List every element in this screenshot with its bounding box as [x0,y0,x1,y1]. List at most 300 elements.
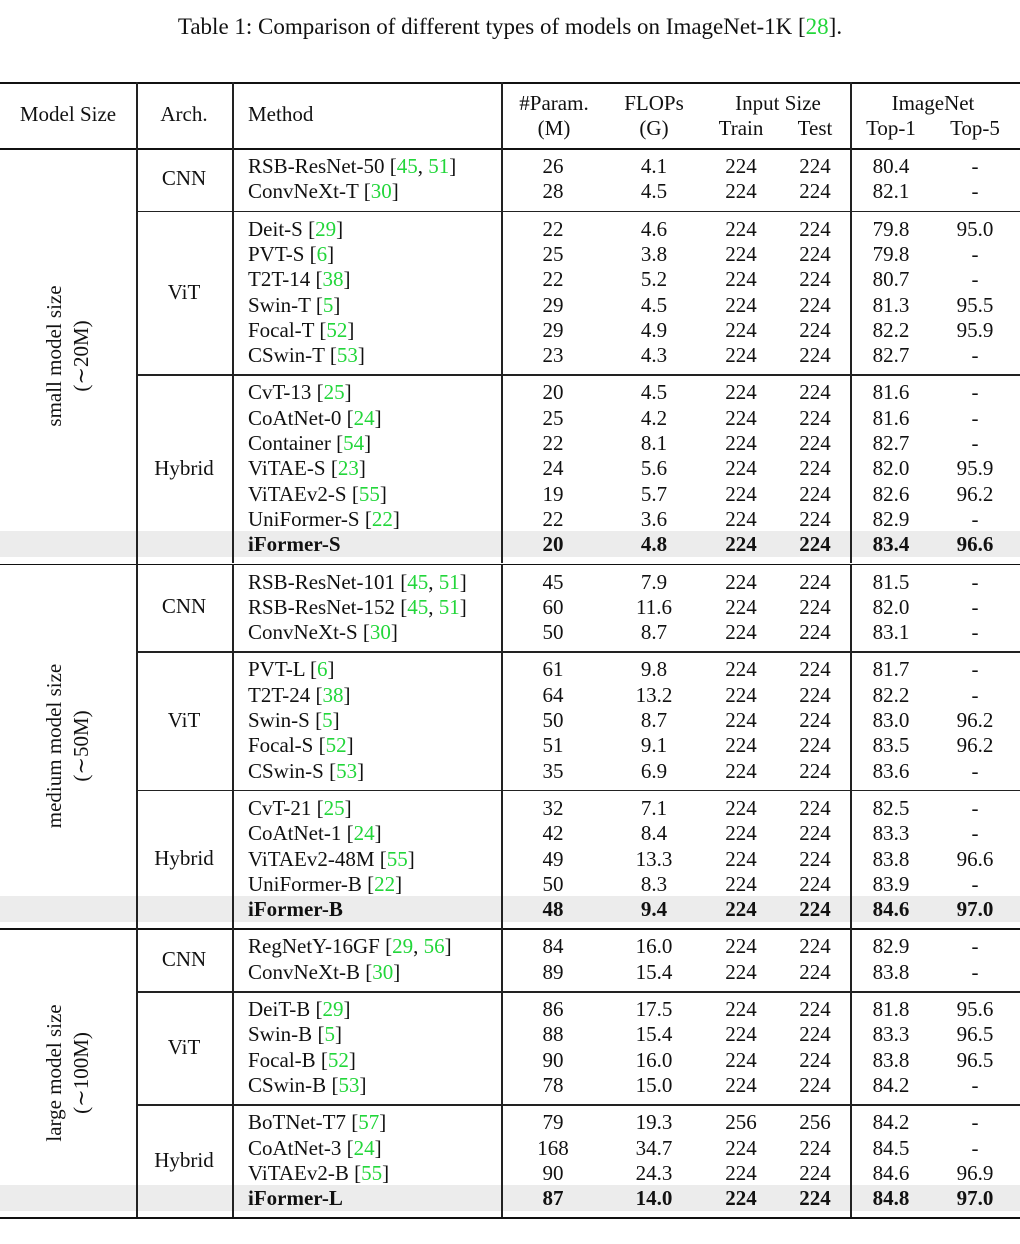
citation-link[interactable]: 54 [343,431,365,455]
cell-top5: - [971,594,979,619]
cell-train: 224 [725,997,757,1021]
cell-param: 29 [542,292,564,317]
cell-top5: 95.0 [956,216,994,241]
cell-flops: 3.8 [640,241,668,266]
cell-top5: - [971,405,979,430]
cell-flops: 4.1 [640,154,668,178]
cell-test: 224 [799,154,831,178]
cell-top1: 81.6 [872,380,910,405]
citation-link[interactable]: 45 [407,594,429,619]
header-test: Test [797,116,833,140]
citation-link[interactable]: 28 [805,14,829,39]
citation-link[interactable]: 51 [438,569,460,594]
cell-param: 87 [542,1186,564,1211]
column-divider [232,790,234,929]
citation-link[interactable]: 52 [326,317,348,342]
method-label: ViTAEv2-S [248,481,352,506]
method-label: UniFormer-S [248,506,365,531]
cell-param: 19 [542,481,564,506]
cell-param: 86 [542,997,564,1021]
citation-link[interactable]: 23 [337,456,359,481]
cell-param: 25 [542,405,564,430]
method-label: Swin-T [248,292,316,317]
method-name: PVT-L [6] [248,657,335,682]
method-name: Focal-T [52] [248,317,355,342]
cell-top1: 82.1 [872,179,910,204]
cell-test: 224 [799,682,831,707]
citation-link[interactable]: 55 [361,1160,383,1185]
header-model-size: Model Size [19,102,117,126]
header-flops-unit: (G) [639,116,669,140]
cell-flops: 4.3 [640,343,668,368]
method-label: RSB-ResNet-101 [248,569,401,594]
method-label: ViTAEv2-B [248,1160,355,1185]
block-divider [136,790,1020,792]
cell-param: 90 [542,1160,564,1185]
citation-link[interactable]: 45 [396,154,418,178]
cell-train: 224 [725,846,757,871]
table-caption: Table 1: Comparison of different types of models on ImageNet-1K [28]. [177,14,843,39]
method-name: Container [54] [248,431,372,455]
model-size-label [41,616,99,876]
cell-test: 224 [799,343,831,368]
cell-train: 224 [725,216,757,241]
arch-label: Hybrid [154,846,214,871]
method-label: iFormer-L [248,1186,343,1211]
cell-param: 20 [542,380,564,405]
cell-top1: 83.3 [872,1022,910,1047]
cell-top5: - [971,267,979,292]
citation-link[interactable]: 51 [438,594,460,619]
method-name: RegNetY-16GF [29, 56] [248,934,452,959]
cell-top1: 82.0 [872,594,910,619]
cell-test: 224 [799,758,831,783]
header-input-size: Input Size [735,91,821,115]
cell-train: 224 [725,569,757,594]
header-train: Train [718,116,764,140]
arch-label: Hybrid [154,455,214,480]
method-name: ViTAEv2-S [55] [248,481,387,506]
cell-train: 224 [725,959,757,984]
cell-test: 224 [799,292,831,317]
cell-test: 224 [799,846,831,871]
cell-top5: 97.0 [956,897,994,922]
block-divider [136,1104,1020,1106]
method-name: CoAtNet-3 [24] [248,1135,382,1160]
column-divider [850,991,852,1104]
cell-test: 224 [799,708,831,732]
model-size-name: large model size [42,1004,66,1142]
column-divider [501,991,503,1104]
block-divider [136,211,1020,213]
cell-top5: 96.6 [956,532,994,557]
cell-top1: 83.4 [872,532,910,557]
cell-top5: - [971,682,979,707]
cell-test: 224 [799,871,831,896]
column-divider [232,651,234,790]
method-name [248,1186,343,1211]
citation-link[interactable]: 25 [323,795,345,820]
method-label: BoTNet-T7 [248,1110,352,1135]
cell-test: 224 [799,405,831,430]
method-label: iFormer-B [248,897,343,922]
cell-test: 224 [799,456,831,481]
citation-link[interactable]: 51 [428,154,450,178]
cell-flops: 15.4 [635,1022,673,1047]
cell-train: 224 [725,821,757,846]
cell-param: 20 [542,532,564,557]
header-top5: Top-5 [950,116,1000,140]
cell-top5: 96.5 [956,1047,994,1072]
cell-train: 224 [725,733,757,758]
cell-top1: 83.8 [872,846,910,871]
citation-link[interactable]: 29 [315,216,337,241]
citation-link[interactable]: 30 [369,620,391,645]
method-label: T2T-14 [248,267,316,292]
cell-param: 51 [542,733,564,758]
cell-top5: - [971,959,979,984]
cell-test: 224 [799,267,831,292]
citation-link[interactable]: 52 [327,1047,349,1072]
column-divider [232,1104,234,1217]
cell-test: 224 [799,997,831,1021]
table-rule [0,564,1020,566]
method-name: T2T-14 [38] [248,267,351,292]
cell-test: 224 [799,1047,831,1072]
cell-top5: - [971,871,979,896]
cell-test: 224 [799,179,831,204]
header-top1: Top-1 [866,116,916,140]
arch-label: ViT [167,707,201,732]
cell-top1: 82.2 [872,317,910,342]
method-name: ConvNeXt-T [30] [248,179,399,204]
citation-link[interactable]: 55 [386,846,408,871]
cell-top5: - [971,821,979,846]
method-name: Swin-B [5] [248,1022,342,1047]
cell-param: 49 [542,846,564,871]
cell-train: 224 [725,795,757,820]
header-param: #Param. [519,91,589,115]
citation-link[interactable]: 53 [336,343,358,368]
arch-label: Hybrid [154,1147,214,1172]
column-divider [501,211,503,375]
cell-top5: 96.2 [956,708,994,732]
cell-top5: - [971,506,979,531]
cell-train: 224 [725,897,757,922]
citation-link[interactable]: 56 [423,934,445,959]
citation-link[interactable]: 30 [372,959,394,984]
citation-link[interactable]: 57 [358,1110,380,1135]
method-label: ConvNeXt-T [248,179,364,204]
cell-top5: 96.6 [956,846,994,871]
method-name: ViTAEv2-48M [55] [248,846,415,871]
cell-test: 224 [799,1135,831,1160]
method-label: Deit-S [248,216,309,241]
cell-flops: 5.6 [640,456,668,481]
cell-param: 61 [542,657,564,682]
cell-top1: 82.7 [872,343,910,368]
cell-top5: 96.9 [956,1160,994,1185]
cell-test: 224 [799,216,831,241]
cell-top1: 83.9 [872,871,910,896]
citation-link[interactable]: 6 [316,241,328,266]
method-label: CoAtNet-0 [248,405,347,430]
cell-test: 224 [799,380,831,405]
column-divider [232,564,234,652]
method-label: CSwin-S [248,758,330,783]
model-size-name: medium model size [42,663,66,829]
method-label: Swin-S [248,708,316,732]
column-divider [232,991,234,1104]
column-divider [136,564,138,929]
cell-top1: 83.5 [872,733,910,758]
cell-param: 50 [542,620,564,645]
method-name: Focal-B [52] [248,1047,356,1072]
method-name: CvT-21 [25] [248,795,352,820]
method-label: PVT-S [248,241,310,266]
model-size-range: (∼50M) [69,710,93,782]
cell-flops: 8.4 [640,821,668,846]
header-imagenet: ImageNet [891,91,975,115]
method-name: CvT-13 [25] [248,380,352,405]
citation-link[interactable]: 53 [336,758,358,783]
cell-top5: - [971,620,979,645]
cell-top1: 84.2 [872,1072,910,1097]
column-divider [850,82,852,148]
cell-flops: 9.8 [640,657,668,682]
cell-train: 224 [725,594,757,619]
cell-flops: 8.3 [640,871,668,896]
column-divider [501,651,503,790]
cell-train: 224 [725,657,757,682]
cell-top5: - [971,657,979,682]
citation-link[interactable]: 5 [322,292,334,317]
cell-top5: 95.5 [956,292,994,317]
cell-train: 224 [725,431,757,455]
cell-top1: 83.0 [872,708,910,732]
cell-param: 28 [542,179,564,204]
cell-test: 224 [799,733,831,758]
cell-test: 224 [799,594,831,619]
citation-link[interactable]: 5 [324,1022,335,1047]
header-arch: Arch. [160,102,208,126]
citation-link[interactable]: 24 [353,821,375,846]
cell-top1: 80.4 [872,154,910,178]
column-divider [850,1104,852,1217]
citation-link[interactable]: 55 [358,481,380,506]
method-name: RSB-ResNet-152 [45, 51] [248,594,467,619]
cell-top5: - [971,1110,979,1135]
method-label: Focal-T [248,317,320,342]
method-name: DeiT-B [29] [248,997,351,1021]
citation-link[interactable]: 30 [370,179,392,204]
method-name: PVT-S [6] [248,241,335,266]
cell-test: 224 [799,506,831,531]
cell-flops: 19.3 [635,1110,673,1135]
cell-param: 22 [542,506,564,531]
cell-top5: - [971,934,979,959]
cell-top1: 80.7 [872,267,910,292]
method-label: ConvNeXt-B [248,959,366,984]
method-label: CvT-13 [248,380,317,405]
cell-train: 224 [725,343,757,368]
citation-link[interactable]: 22 [371,506,393,531]
cell-train: 224 [725,532,757,557]
method-name: Swin-S [5] [248,708,340,732]
header-flops: FLOPs [624,91,684,115]
cell-top1: 81.7 [872,657,910,682]
model-size-name: small model size [42,285,66,427]
method-name: UniFormer-S [22] [248,506,400,531]
cell-flops: 15.0 [635,1072,673,1097]
citation-link[interactable]: 38 [322,267,344,292]
column-divider [501,928,503,991]
citation-link[interactable]: 25 [323,380,345,405]
cell-train: 224 [725,620,757,645]
column-divider [850,928,852,991]
arch-label: CNN [161,594,207,619]
citation-link[interactable]: 6 [317,657,328,682]
cell-train: 224 [725,1135,757,1160]
cell-flops: 4.8 [640,532,668,557]
cell-top5: - [971,241,979,266]
cell-param: 22 [542,431,564,455]
cell-param: 35 [542,758,564,783]
citation-link[interactable]: 5 [322,708,333,732]
block-divider [136,651,1020,653]
citation-link[interactable]: 45 [407,569,429,594]
arch-label: ViT [167,279,201,304]
cell-top1: 84.5 [872,1135,910,1160]
cell-flops: 3.6 [640,506,668,531]
cell-top5: 95.6 [956,997,994,1021]
cell-param: 50 [542,871,564,896]
citation-link[interactable]: 22 [374,871,396,896]
cell-test: 224 [799,431,831,455]
method-name: Deit-S [29] [248,216,344,241]
cell-test: 224 [799,1186,831,1211]
cell-top1: 81.3 [872,292,910,317]
method-label: DeiT-B [248,997,316,1021]
cell-flops: 4.5 [640,292,668,317]
cell-test: 224 [799,959,831,984]
citation-link[interactable]: 29 [392,934,414,959]
column-divider [232,82,234,148]
method-name [248,897,343,922]
cell-top5: - [971,380,979,405]
table-rule [0,148,1020,150]
cell-top5: - [971,795,979,820]
cell-top1: 82.2 [872,682,910,707]
cell-test: 224 [799,657,831,682]
column-divider [501,1104,503,1217]
cell-test: 224 [799,795,831,820]
column-divider [850,790,852,929]
method-label: PVT-L [248,657,311,682]
cell-top5: 96.2 [956,481,994,506]
cell-param: 60 [542,594,564,619]
cell-top1: 83.6 [872,758,910,783]
cell-flops: 7.1 [640,795,668,820]
column-divider [850,148,852,211]
method-name: ConvNeXt-S [30] [248,620,398,645]
cell-flops: 4.6 [640,216,668,241]
cell-flops: 11.6 [636,594,672,619]
cell-train: 224 [725,758,757,783]
cell-param: 78 [542,1072,564,1097]
cell-test: 224 [799,897,831,922]
column-divider [501,564,503,652]
cell-top5: - [971,343,979,368]
cell-train: 224 [725,405,757,430]
cell-test: 224 [799,934,831,959]
table-rule [0,82,1020,84]
cell-param: 88 [542,1022,564,1047]
citation-link[interactable]: 24 [353,405,375,430]
cell-param: 32 [542,795,564,820]
citation-link[interactable]: 38 [322,682,344,707]
cell-flops: 24.3 [635,1160,673,1185]
column-divider [850,211,852,375]
cell-top1: 82.9 [872,934,910,959]
method-label: ViTAE-S [248,456,331,481]
cell-flops: 16.0 [635,934,673,959]
citation-link[interactable]: 53 [338,1072,360,1097]
cell-test: 224 [799,1022,831,1047]
cell-train: 224 [725,1160,757,1185]
cell-param: 25 [542,241,564,266]
cell-top1: 79.8 [872,241,910,266]
cell-train: 224 [725,1022,757,1047]
cell-top1: 84.6 [872,1160,910,1185]
cell-flops: 8.1 [640,431,668,455]
citation-link[interactable]: 29 [322,997,344,1021]
cell-top1: 83.1 [872,620,910,645]
cell-train: 256 [725,1110,757,1135]
cell-flops: 9.1 [640,733,668,758]
cell-train: 224 [725,1047,757,1072]
cell-top5: 97.0 [956,1186,994,1211]
model-size-label [41,943,99,1203]
cell-top5: 95.9 [956,456,994,481]
cell-top5: - [971,154,979,178]
method-name: ViTAEv2-B [55] [248,1160,390,1185]
column-divider [232,928,234,991]
citation-link[interactable]: 52 [325,733,347,758]
cell-param: 29 [542,317,564,342]
method-name [248,532,341,557]
cell-test: 224 [799,1160,831,1185]
cell-train: 224 [725,506,757,531]
cell-flops: 4.9 [640,317,668,342]
model-size-range: (∼20M) [69,320,93,392]
citation-link[interactable]: 24 [353,1135,375,1160]
method-label: RSB-ResNet-152 [248,594,401,619]
cell-flops: 16.0 [635,1047,673,1072]
cell-flops: 13.3 [635,846,673,871]
method-name: CSwin-S [53] [248,758,365,783]
cell-train: 224 [725,241,757,266]
cell-test: 224 [799,569,831,594]
cell-param: 22 [542,216,564,241]
table-rule [0,1217,1020,1219]
method-name: RSB-ResNet-101 [45, 51] [248,569,467,594]
cell-top5: - [971,1135,979,1160]
method-label: CoAtNet-3 [248,1135,347,1160]
cell-train: 224 [725,380,757,405]
cell-train: 224 [725,456,757,481]
column-divider [501,148,503,211]
